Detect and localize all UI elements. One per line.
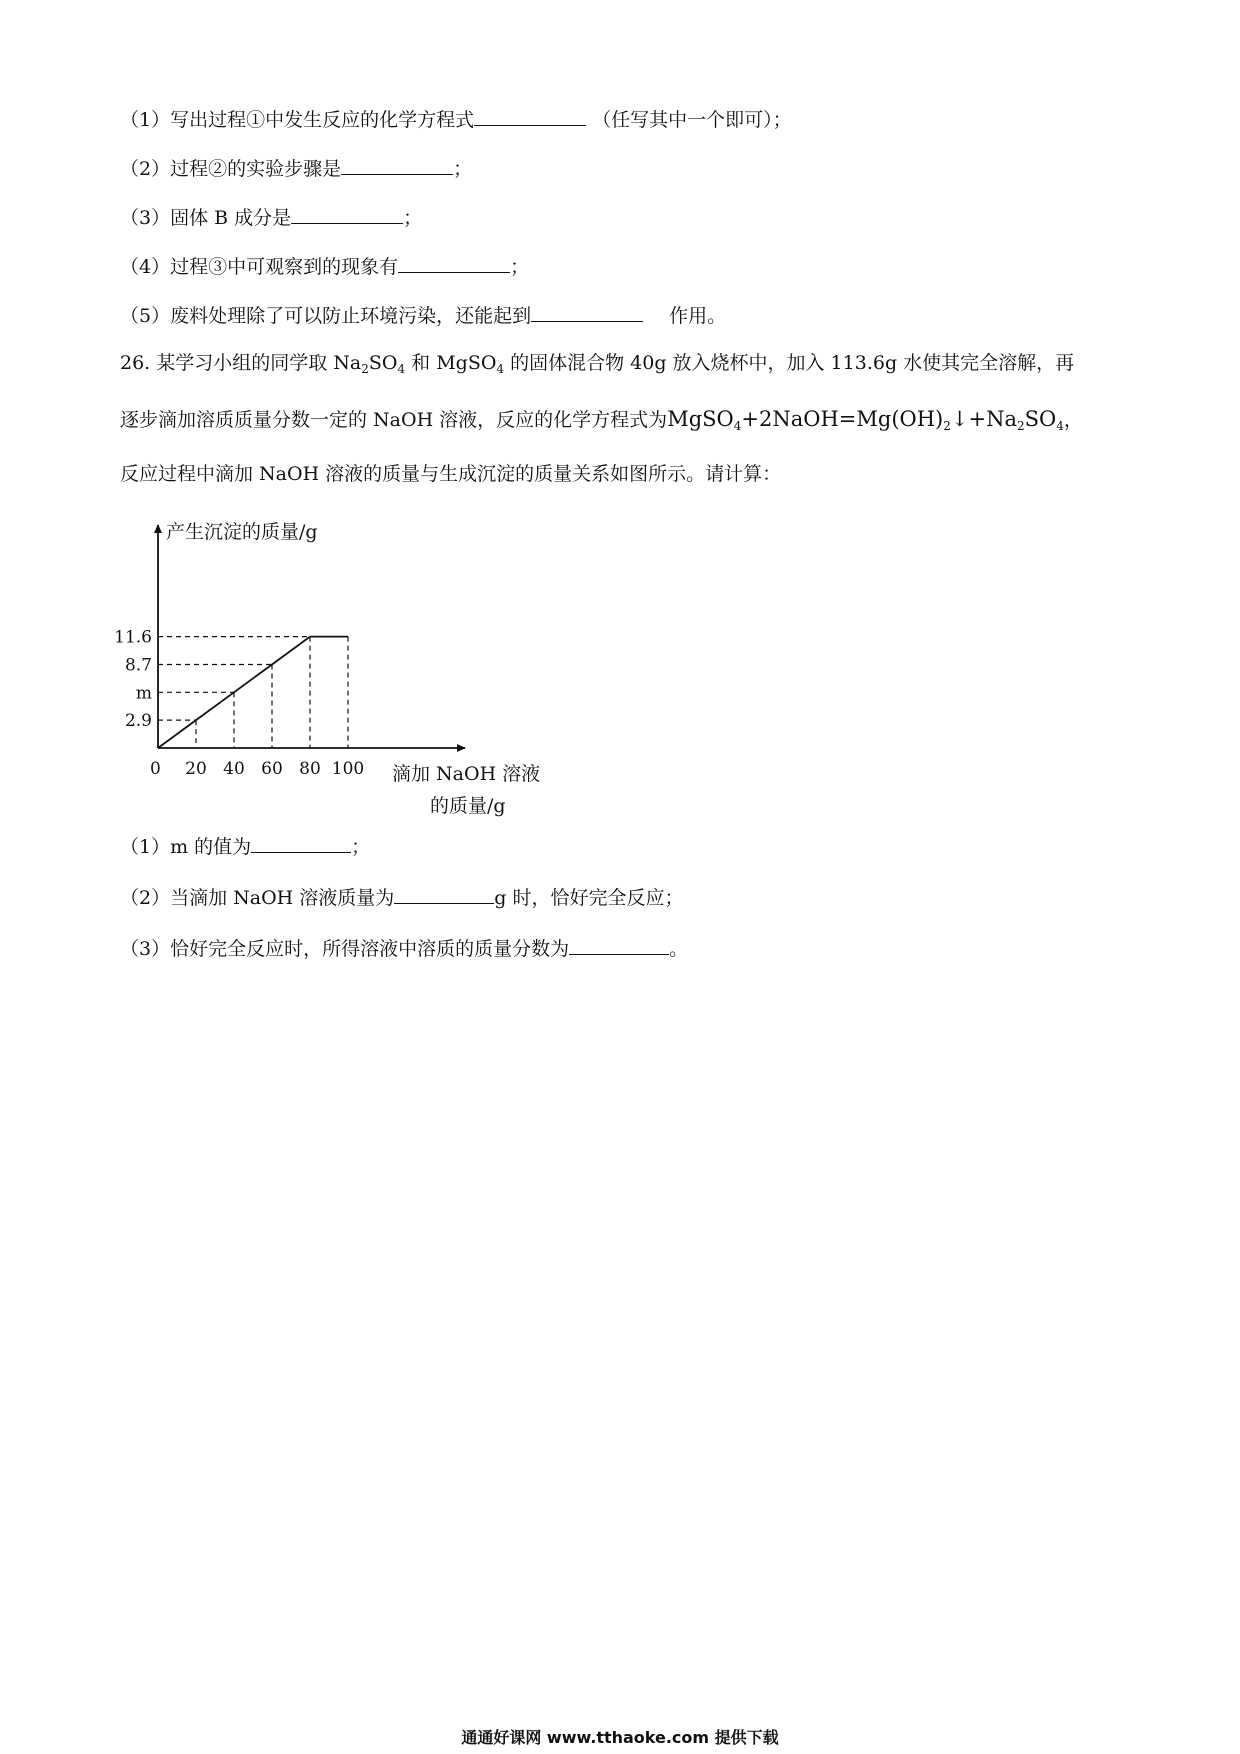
q26-stem-line-3 <box>120 461 781 487</box>
q25-item-2-suffix: ； <box>453 158 473 180</box>
q26-stem-text: SO <box>368 352 398 374</box>
q26-item-1-suffix: ； <box>351 836 371 858</box>
q25-item-1 <box>120 106 792 133</box>
answer-blank[interactable] <box>394 884 494 904</box>
q26-item-2-suffix: g 时，恰好完全反应； <box>494 887 684 909</box>
answer-blank[interactable] <box>341 155 453 175</box>
answer-blank[interactable] <box>251 833 351 853</box>
q26-stem-line-2 <box>120 406 1083 433</box>
x-tick-label: 40 <box>223 759 245 779</box>
q26-item-3-suffix: 。 <box>669 938 689 960</box>
precipitate-mass-chart <box>100 505 570 825</box>
q25-item-4-text: （4）过程③中可观察到的现象有 <box>120 256 399 278</box>
q26-stem-text: 的固体混合物 40g 放入烧杯中，加入 113.6g 水使其完全溶解，再 <box>504 352 1075 374</box>
q26-stem-line-1 <box>120 350 1074 376</box>
equation-part: MgSO <box>667 407 734 431</box>
q25-item-2 <box>120 155 472 182</box>
q26-stem-text: 26. 某学习小组的同学取 Na <box>120 352 362 374</box>
q26-item-3 <box>120 935 688 962</box>
answer-blank[interactable] <box>291 204 403 224</box>
q25-item-5-suffix: 作用。 <box>669 305 727 327</box>
precipitate-arrow-icon: ↓ <box>950 407 969 431</box>
answer-blank[interactable] <box>474 106 586 126</box>
q26-stem-text: 和 MgSO <box>405 352 497 374</box>
q25-item-2-text: （2）过程②的实验步骤是 <box>120 158 342 180</box>
origin-label: 0 <box>150 759 161 779</box>
x-axis-label-line-2: 的质量/g <box>430 795 506 817</box>
q25-item-4 <box>120 253 529 280</box>
y-tick-label: m <box>135 683 152 704</box>
equation-part: +2NaOH=Mg(OH) <box>741 407 944 431</box>
q26-item-2-text: （2）当滴加 NaOH 溶液质量为 <box>120 887 395 909</box>
y-axis-label: 产生沉淀的质量/g <box>166 521 318 543</box>
q25-item-5-text: （5）废料处理除了可以防止环境污染，还能起到 <box>120 305 532 327</box>
answer-blank[interactable] <box>398 253 510 273</box>
q26-item-2 <box>120 884 683 911</box>
subscript: 4 <box>496 362 505 376</box>
subscript: 4 <box>733 419 742 433</box>
subscript: 2 <box>1016 419 1025 433</box>
reaction-equation <box>667 407 1064 431</box>
subscript: 4 <box>1056 419 1064 433</box>
x-tick-label: 20 <box>185 759 207 779</box>
q25-item-4-suffix: ； <box>510 256 530 278</box>
x-axis-label-line-1: 滴加 NaOH 溶液 <box>392 763 541 785</box>
q25-item-1-text: （1）写出过程①中发生反应的化学方程式 <box>120 109 475 131</box>
x-tick-label: 60 <box>261 759 283 779</box>
q26-stem-text: ， <box>1063 409 1083 431</box>
equation-part: +Na <box>968 407 1017 431</box>
page-footer: 通通好课网 www.tthaoke.com 提供下载 <box>461 1728 779 1747</box>
answer-blank[interactable] <box>569 935 669 955</box>
y-tick-label: 11.6 <box>114 627 152 648</box>
q25-item-3-text: （3）固体 B 成分是 <box>120 207 292 229</box>
equation-part: SO <box>1024 407 1057 431</box>
subscript: 2 <box>943 419 951 433</box>
subscript: 4 <box>397 362 406 376</box>
x-tick-label: 80 <box>299 759 321 779</box>
subscript: 2 <box>361 362 369 376</box>
q25-item-5 <box>120 302 726 329</box>
q25-item-3-suffix: ； <box>403 207 423 229</box>
q26-stem-text: 反应过程中滴加 NaOH 溶液的质量与生成沉淀的质量关系如图所示。请计算： <box>120 463 782 485</box>
q25-item-3 <box>120 204 422 231</box>
q26-item-1-text: （1）m 的值为 <box>120 836 252 858</box>
answer-blank[interactable] <box>531 302 643 322</box>
q25-item-1-suffix: （任写其中一个即可）； <box>592 109 792 131</box>
x-tick-label: 100 <box>331 759 365 779</box>
y-tick-label: 2.9 <box>124 711 152 732</box>
y-tick-label: 8.7 <box>124 655 152 676</box>
q26-item-1 <box>120 833 370 860</box>
q26-stem-text: 逐步滴加溶质质量分数一定的 NaOH 溶液，反应的化学方程式为 <box>120 409 668 431</box>
q26-item-3-text: （3）恰好完全反应时，所得溶液中溶质的质量分数为 <box>120 938 570 960</box>
